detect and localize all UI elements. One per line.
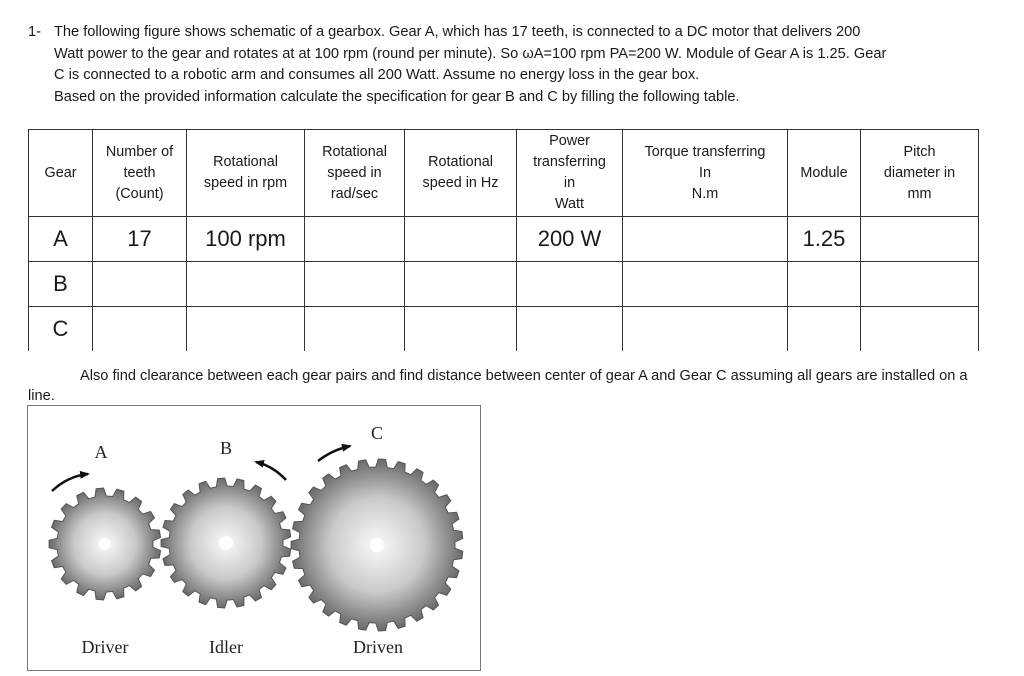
column-header-4 [405,130,517,217]
gear-b-role: Idler [209,637,243,657]
column-header-line: speed in Hz [422,175,499,191]
table-cell [93,307,187,352]
column-header-line: Watt [554,196,585,212]
column-header-line: rad/sec [330,185,379,202]
table-cell [861,262,979,307]
table-cell [305,307,405,352]
table-row-gear-a [29,217,979,262]
problem-line-2: Watt power to the gear and rotates at at 100 rpm (round per minute). So ωA=100 rpm PA=200 W. Module of Gear A is 1.25. Gear [54,45,887,62]
column-header-line: Number of [105,143,174,160]
clearance-note: Also find clearance between each gear pairs and find distance between center of gear A and Gear C assuming all gears are installed on a line. [28,368,968,404]
problem-line-3: C is connected to a robotic arm and consumes all 200 Watt. Assume no energy loss in the gear box. [54,67,700,83]
column-header-6 [623,130,788,217]
column-header-line: transferring [533,154,606,170]
column-header-line: Gear [44,164,77,181]
column-header-5 [517,130,623,217]
gear-a-role: Driver [81,637,129,657]
column-header-0 [29,130,93,217]
column-header-line: (Count) [115,185,164,202]
column-header-line: N.m [691,185,719,202]
table-body [29,217,979,352]
column-header-line: Rotational [428,154,493,170]
gear-c-hub [370,538,384,552]
table-cell [517,307,623,352]
table-cell [623,307,788,352]
table-header-row [29,130,979,217]
table-cell [405,307,517,352]
column-header-8 [861,130,979,217]
table-cell [861,307,979,352]
column-header-line: Torque transferring [644,143,766,160]
gearbox-figure [27,405,481,671]
gearbox-schematic [28,406,480,670]
column-header-3 [305,130,405,217]
gear-b-letter: B [219,438,233,458]
gear-c-role: Driven [353,637,403,657]
table-cell [405,217,517,262]
table-cell [93,262,187,307]
column-header-line: In [698,164,711,181]
column-header-line: Pitch [903,143,936,160]
table-cell [623,217,788,262]
gear-c-letter: C [370,423,384,443]
table-cell [517,262,623,307]
column-header-line: Power [549,133,590,149]
column-header-line: Rotational [213,154,278,170]
table-cell [861,217,979,262]
table-row-gear-b [29,262,979,307]
gear-label-cell: A [29,217,93,262]
column-header-1 [93,130,187,217]
problem-line-1: The following figure shows schematic of a gearbox. Gear A, which has 17 teeth, is connected to a DC motor that delivers 200 [54,24,861,40]
rotation-arrow-a [52,474,88,491]
column-header-line: Rotational [322,143,387,160]
column-header-line: speed in rpm [203,175,288,191]
problem-body [54,22,988,108]
table-cell [788,262,861,307]
table-cell [305,262,405,307]
column-header-line: diameter in [883,164,956,181]
table-cell [187,262,305,307]
problem-statement [28,22,988,108]
gear-label-cell: B [29,262,93,307]
gear-label-cell: C [29,307,93,352]
table-cell: 200 W [517,217,623,262]
table-cell: 100 rpm [187,217,305,262]
gear-a-hub [99,538,111,550]
rotation-arrow-c [318,446,350,461]
table-cell [305,217,405,262]
column-header-7 [788,130,861,217]
table-cell: 1.25 [788,217,861,262]
table-cell: 17 [93,217,187,262]
table-cell [405,262,517,307]
column-header-2 [187,130,305,217]
gear-spec-table [28,129,979,351]
column-header-line: mm [907,185,932,202]
table-cell [788,307,861,352]
problem-number: 1- [28,24,41,40]
column-header-line: speed in [327,164,382,181]
gear-a-letter: A [94,442,108,462]
column-header-line: teeth [123,164,156,181]
table-cell [623,262,788,307]
rotation-arrow-b [256,462,286,480]
table-cell [187,307,305,352]
column-header-line: Module [800,164,848,181]
gear-b-hub [219,536,233,550]
table-row-gear-c [29,307,979,352]
column-header-line: in [563,175,576,191]
problem-line-4: Based on the provided information calculate the specification for gear B and C by filling the following table. [54,88,740,105]
